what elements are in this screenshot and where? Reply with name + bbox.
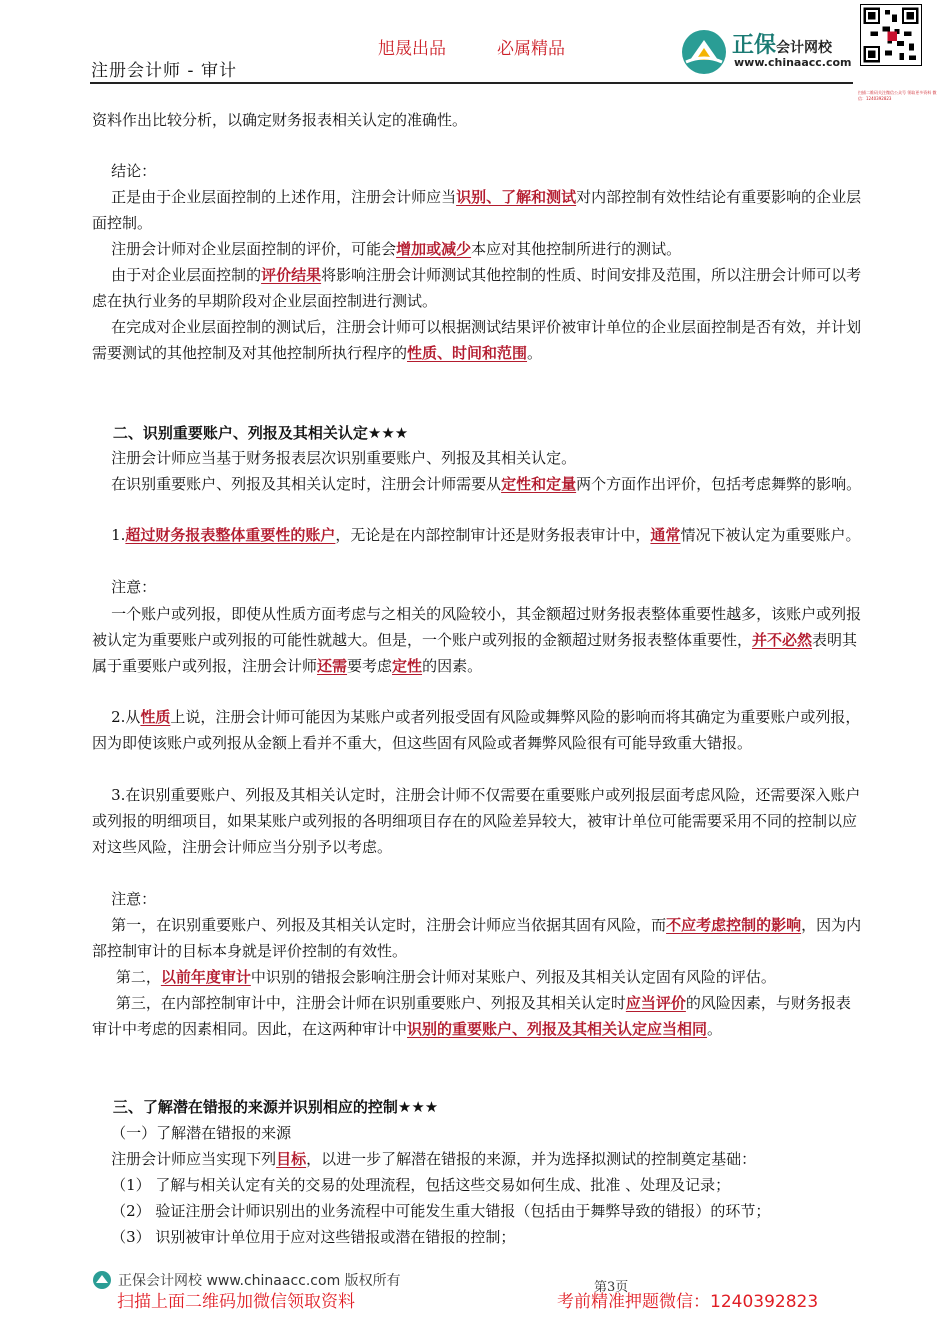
key-term: 应当评价 <box>625 994 686 1012</box>
text-run: 第二， <box>92 968 161 986</box>
text-run: 在完成对企业层面控制的测试后，注册会计师可以根据测试结果评价被审计单位的企业层面控制是否有效，并计划需要测试的其他控制及对其他控制所执行程序的 <box>92 318 862 362</box>
key-term: 增加或减少 <box>396 240 472 258</box>
footer-wechat-contact: 考前精准押题微信：1240392823 <box>557 1292 819 1312</box>
text-run: 结论： <box>92 162 157 180</box>
course-title: 注册会计师 - 审计 <box>91 61 237 81</box>
body-paragraph <box>92 1198 862 1224</box>
text-run: 1. <box>92 526 126 544</box>
body-paragraph <box>92 964 862 990</box>
text-run: 第一，在识别重要账户、列报及其相关认定时，注册会计师应当依据其固有风险，而 <box>92 916 667 934</box>
text-run: 2.从 <box>92 708 141 726</box>
text-run: （1） 了解与相关认定有关的交易的处理流程，包括这些交易如何生成、批准 、处理及记录； <box>92 1176 731 1194</box>
qr-code-icon <box>860 4 922 66</box>
key-term: 识别的重要账户、列报及其相关认定应当相同 <box>407 1020 708 1038</box>
logo-title: 正保会计网校 <box>732 33 833 58</box>
key-term: 评价结果 <box>261 266 322 284</box>
chinaacc-logo <box>680 22 860 80</box>
text-run: 二、识别重要账户、列报及其相关认定★★★ <box>92 424 409 442</box>
text-run: 情况下被认定为重要账户。 <box>680 526 861 544</box>
text-run: 。 <box>707 1020 723 1038</box>
body-paragraph <box>92 1172 862 1198</box>
text-run: ，无论是在内部控制审计还是财务报表审计中， <box>335 526 651 544</box>
section-heading <box>92 420 862 446</box>
body-paragraph <box>92 236 862 262</box>
body-paragraph <box>92 262 862 314</box>
text-run: 要考虑 <box>347 657 393 675</box>
text-run: 的风险因素，与财务报表审计中考虑的因素相同。因此，在这两种审计中 <box>92 994 851 1038</box>
text-run: 3.在识别重要账户、列报及其相关认定时，注册会计师不仅需要在重要账户或列报层面考虑风险，还需要深入账户或列报的明细项目，如果某账户或列报的各明细项目存在的风险差异较大，被审计单位可能需要采用不同的控制以应对这些风险，注册会计师应当分别予以考虑。 <box>92 786 861 856</box>
text-run: 将影响注册会计师测试其他控制的性质、时间安排及范围，所以注册会计师可以考虑在执行业务的早期阶段对企业层面控制进行测试。 <box>92 266 862 310</box>
body-paragraph <box>92 1146 862 1172</box>
body-paragraph <box>92 574 862 600</box>
text-run: 资料作出比较分析，以确定财务报表相关认定的准确性。 <box>92 111 468 129</box>
key-term: 通常 <box>650 526 681 544</box>
key-term: 目标 <box>276 1150 307 1168</box>
body-paragraph <box>92 158 862 184</box>
body-paragraph <box>92 107 862 133</box>
text-run: 对内部控制有效性结论有重要影响的企业层面控制。 <box>92 188 862 232</box>
text-run: 中识别的错报会影响注册会计师对某账户、列报及其相关认定固有风险的评估。 <box>250 968 776 986</box>
header-slogan-left: 旭晟出品 <box>378 39 446 59</box>
key-term: 定性 <box>392 657 423 675</box>
text-run: 注意： <box>92 578 157 596</box>
body-paragraph <box>92 886 862 912</box>
text-run: 上说，注册会计师可能因为某账户或者列报受固有风险或舞弊风险的影响而将其确定为重要账户或列报，因为即使该账户或列报从金额上看并不重大，但这些固有风险或者舞弊风险很有可能导致重大错报。 <box>92 708 861 752</box>
footer-logo-icon <box>92 1270 112 1290</box>
body-paragraph <box>92 1120 862 1146</box>
body-paragraph <box>92 1224 862 1250</box>
text-run: 一个账户或列报，即使从性质方面考虑与之相关的风险较小，其金额超过财务报表整体重要性越多，该账户或列报被认定为重要账户或列报的可能性就越大。但是，一个账户或列报的金额超过财务报表整体重要性， <box>92 605 862 649</box>
text-run: 注册会计师对企业层面控制的评价，可能会 <box>92 240 397 258</box>
key-term: 性质、时间和范围 <box>407 344 528 362</box>
text-run: （3） 识别被审计单位用于应对这些错报或潜在错报的控制； <box>92 1228 516 1246</box>
body-paragraph <box>92 314 862 366</box>
page-number: 第3页 <box>594 1280 629 1295</box>
logo-url: www.chinaacc.com <box>734 56 852 69</box>
key-term: 性质 <box>140 708 171 726</box>
footer-copyright: 正保会计网校 www.chinaacc.com 版权所有 <box>118 1273 401 1289</box>
text-run: 在识别重要账户、列报及其相关认定时，注册会计师需要从 <box>92 475 502 493</box>
key-term: 并不必然 <box>752 631 813 649</box>
text-run: 由于对企业层面控制的 <box>92 266 262 284</box>
body-paragraph <box>92 522 862 548</box>
body-paragraph <box>92 912 862 964</box>
key-term: 以前年度审计 <box>160 968 251 986</box>
body-paragraph <box>92 601 862 679</box>
body-paragraph <box>92 471 862 497</box>
text-run: 正是由于企业层面控制的上述作用，注册会计师应当 <box>92 188 457 206</box>
key-term: 识别、了解和测试 <box>456 188 577 206</box>
key-term: 超过财务报表整体重要性的账户 <box>125 526 336 544</box>
text-run: 三、了解潜在错报的来源并识别相应的控制★★★ <box>92 1098 439 1116</box>
text-run: 表明其属于重要账户或列报，注册会计师 <box>92 631 858 675</box>
key-term: 定性和定量 <box>501 475 577 493</box>
section-heading <box>92 1094 862 1120</box>
body-paragraph <box>92 782 862 860</box>
text-run: （2） 验证注册会计师识别出的业务流程中可能发生重大错报（包括由于舞弊导致的错报）的环节； <box>92 1202 771 1220</box>
key-term: 还需 <box>317 657 348 675</box>
text-run: （一）了解潜在错报的来源 <box>92 1124 292 1142</box>
text-run: 第三，在内部控制审计中，注册会计师在识别重要账户、列报及其相关认定时 <box>92 994 626 1012</box>
logo-mark-icon <box>680 28 728 76</box>
text-run: 本应对其他控制所进行的测试。 <box>471 240 682 258</box>
text-run: 注册会计师应当基于财务报表层次识别重要账户、列报及其相关认定。 <box>92 449 577 467</box>
body-paragraph <box>92 990 862 1042</box>
body-paragraph <box>92 184 862 236</box>
text-run: ，以进一步了解潜在错报的来源，并为选择拟测试的控制奠定基础： <box>306 1150 757 1168</box>
body-paragraph <box>92 704 862 756</box>
text-run: ，因为内部控制审计的目标本身就是评价控制的有效性。 <box>92 916 862 960</box>
key-term: 不应考虑控制的影响 <box>666 916 802 934</box>
header-divider <box>90 82 853 84</box>
text-run: 两个方面作出评价，包括考虑舞弊的影响。 <box>576 475 862 493</box>
footer-scan-notice: 扫描上面二维码加微信领取资料 <box>117 1292 355 1312</box>
text-run: 。 <box>527 344 543 362</box>
body-paragraph <box>92 445 862 471</box>
text-run: 的因素。 <box>422 657 483 675</box>
text-run: 注意： <box>92 890 157 908</box>
text-run: 注册会计师应当实现下列 <box>92 1150 277 1168</box>
header-slogan-right: 必属精品 <box>497 39 565 59</box>
qr-caption: 扫描二维码关注微信公众号 领取更多资料 微信：1240392823 <box>858 90 937 101</box>
